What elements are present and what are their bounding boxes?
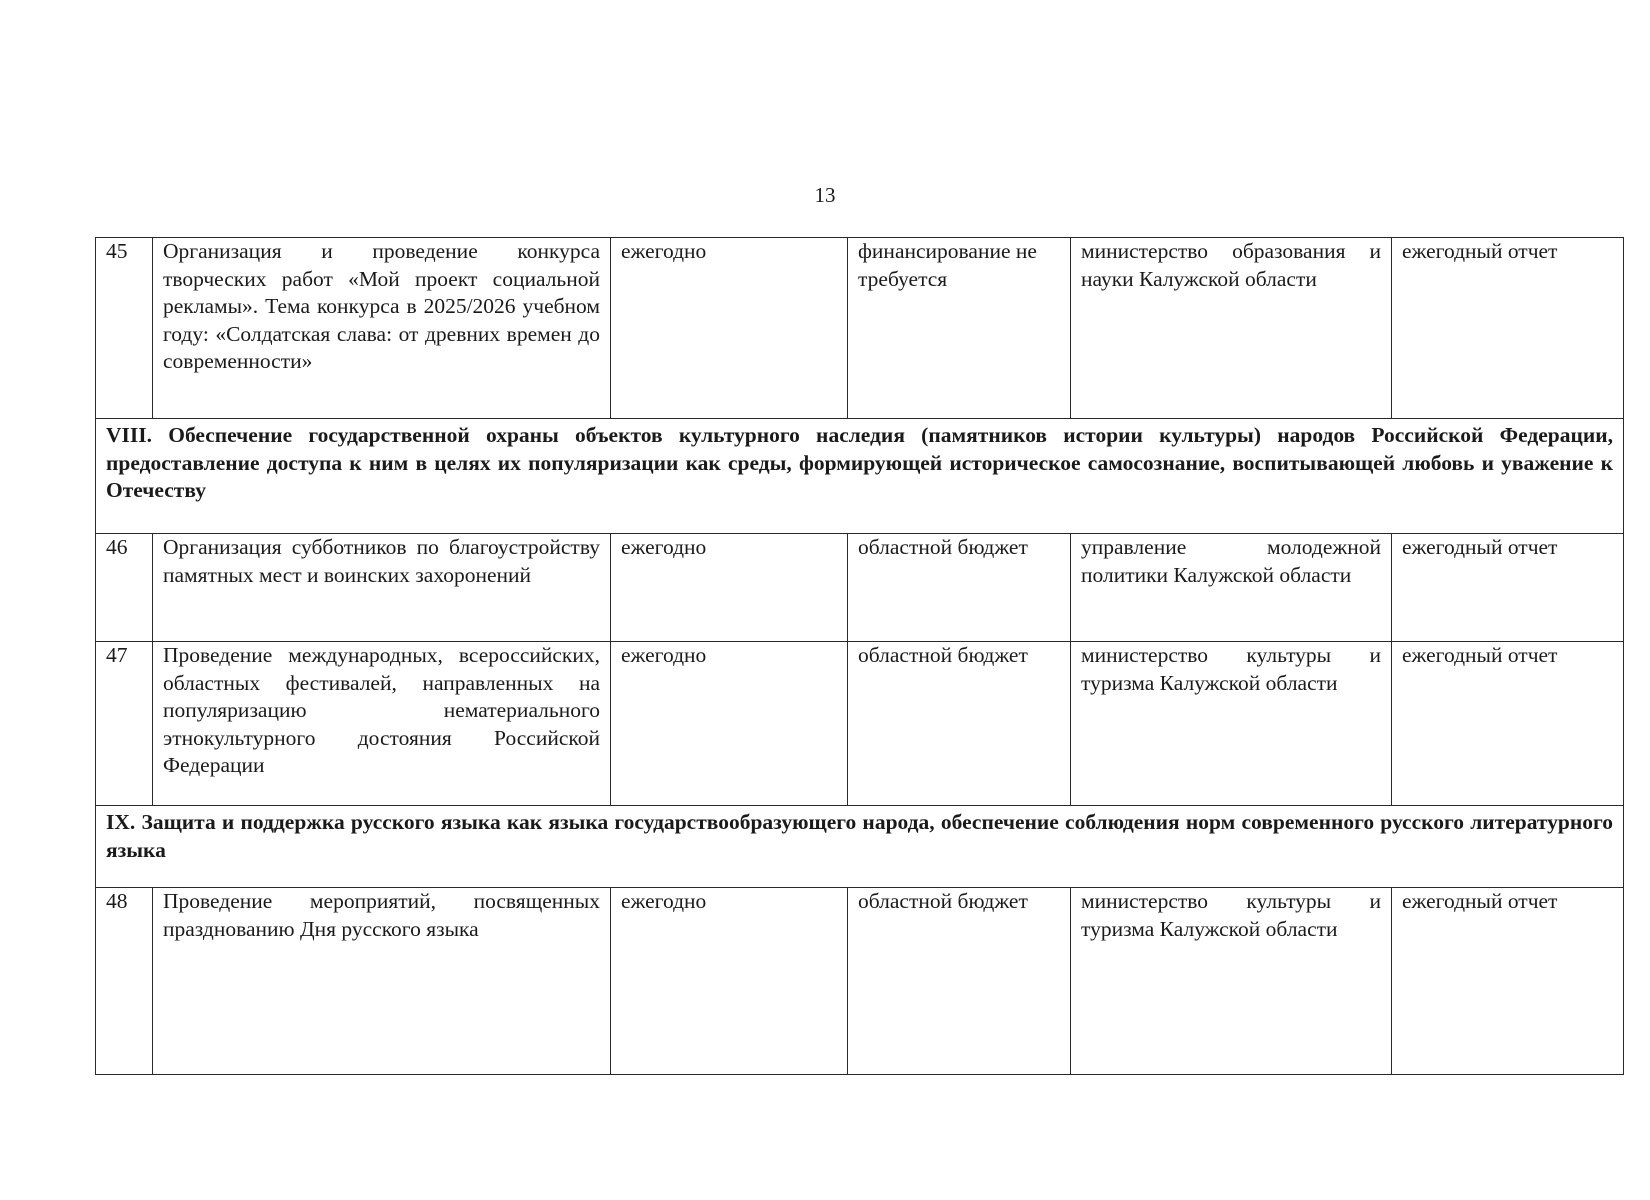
row-number: 46 [96, 534, 153, 642]
section-heading-row [96, 419, 1624, 534]
funding-cell: областной бюджет [848, 642, 1071, 806]
section-heading: IX. Защита и поддержка русского языка как языка государствообразующего народа, обеспечение соблюдения норм современного русского литературного языка [96, 806, 1624, 888]
funding-cell: областной бюджет [848, 888, 1071, 1075]
row-number: 48 [96, 888, 153, 1075]
plan-table [95, 237, 1624, 1075]
responsible-cell: министерство образования и науки Калужской области [1071, 238, 1392, 419]
table-row [96, 238, 1624, 419]
responsible-cell: министерство культуры и туризма Калужской области [1071, 642, 1392, 806]
period-cell: ежегодно [611, 534, 848, 642]
report-cell: ежегодный отчет [1392, 238, 1624, 419]
table-row [96, 642, 1624, 806]
funding-cell: финансирование не требуется [848, 238, 1071, 419]
period-cell: ежегодно [611, 238, 848, 419]
table-row [96, 888, 1624, 1075]
activity-cell: Проведение мероприятий, посвященных празднованию Дня русского языка [153, 888, 611, 1075]
report-cell: ежегодный отчет [1392, 888, 1624, 1075]
section-heading: VIII. Обеспечение государственной охраны объектов культурного наследия (памятников истории культуры) народов Российской Федерации, предоставление доступа к ним в целях их популяризации как среды, формирующей историческое самосознание, воспитывающей любовь и уважение к Отечеству [96, 419, 1624, 534]
row-number: 45 [96, 238, 153, 419]
responsible-cell: управление молодежной политики Калужской области [1071, 534, 1392, 642]
funding-cell: областной бюджет [848, 534, 1071, 642]
activity-cell: Организация субботников по благоустройству памятных мест и воинских захоронений [153, 534, 611, 642]
row-number: 47 [96, 642, 153, 806]
report-cell: ежегодный отчет [1392, 642, 1624, 806]
report-cell: ежегодный отчет [1392, 534, 1624, 642]
period-cell: ежегодно [611, 888, 848, 1075]
table-row [96, 534, 1624, 642]
period-cell: ежегодно [611, 642, 848, 806]
page-number: 13 [814, 183, 836, 207]
activity-cell: Организация и проведение конкурса творческих работ «Мой проект социальной рекламы». Тема конкурса в 2025/2026 учебном году: «Солдатская слава: от древних времен до современности» [153, 238, 611, 419]
responsible-cell: министерство культуры и туризма Калужской области [1071, 888, 1392, 1075]
activity-cell: Проведение международных, всероссийских, областных фестивалей, направленных на популяризацию нематериального этнокультурного достояния Российской Федерации [153, 642, 611, 806]
section-heading-row [96, 806, 1624, 888]
